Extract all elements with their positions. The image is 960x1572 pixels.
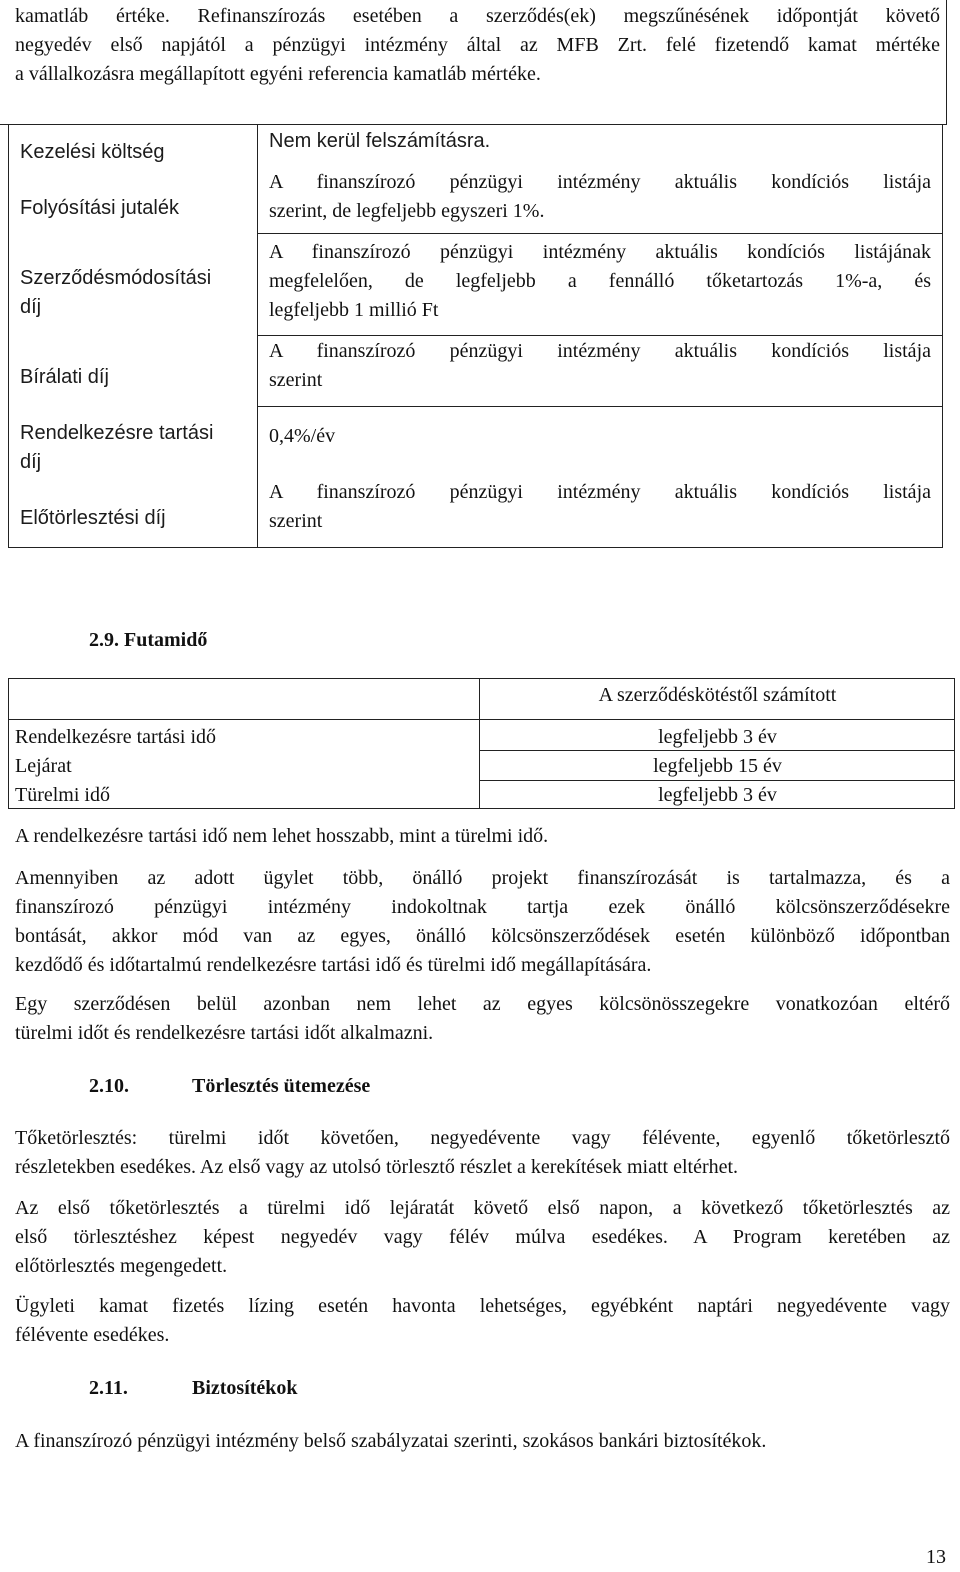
fee-value-kezelesi-koltseg: Nem kerül felszámításra. (269, 130, 491, 152)
paragraph-elso-toketorlesztes-line-2: első törlesztéshez képest negyedév vagy félév múlva esedékes. A Program keretében az (15, 1226, 950, 1248)
futamido-value-rendelkezesre-tartasi-ido: legfeljebb 3 év (658, 726, 777, 748)
section-heading-futamido: 2.9. Futamidő (89, 629, 208, 651)
fee-value-biralati-dij: A finanszírozó pénzügyi intézmény aktuális kondíciós listája (269, 340, 931, 362)
fee-value-biralati-dij-2: szerint (269, 369, 323, 391)
paragraph-kolcsonosszeg-line-2: türelmi időt és rendelkezésre tartási időt alkalmazni. (15, 1022, 434, 1044)
top-paragraph-line-1: kamatláb értéke. Refinanszírozás esetében a szerződés(ek) megszűnésének időpontját követő (15, 5, 940, 27)
section-number-2-11: 2.11. (89, 1377, 128, 1399)
page-number: 13 (926, 1546, 946, 1568)
fee-value-folyositasi-jutalek-2: szerint, de legfeljebb egyszeri 1%. (269, 200, 545, 222)
fee-label-elotorlesztesi-dij: Előtörlesztési díj (20, 507, 166, 529)
top-paragraph-line-2: negyedév első napjától a pénzügyi intézmény által az MFB Zrt. felé fizetendő kamat mértéke (15, 34, 940, 56)
section-heading-torlesztes-utemezese: Törlesztés ütemezése (192, 1075, 371, 1097)
fee-label-szerzodesmodositasi-dij: Szerződésmódosítási (20, 267, 212, 289)
futamido-table-header: A szerződéskötéstől számított (598, 684, 837, 706)
futamido-label-lejarat: Lejárat (15, 755, 72, 777)
paragraph-ugyleti-kamat-line-2: félévente esedékes. (15, 1324, 170, 1346)
paragraph-projekt-line-2: finanszírozó pénzügyi intézmény indokoltnak tartja ezek önálló kölcsönszerződésekre (15, 896, 950, 918)
paragraph-ugyleti-kamat-line-1: Ügyleti kamat fizetés lízing esetén havonta lehetséges, egyébként naptári negyedévente vagy (15, 1295, 950, 1317)
fee-label-folyositasi-jutalek: Folyósítási jutalék (20, 197, 179, 219)
fee-value-szerzodesmodositasi: A finanszírozó pénzügyi intézmény aktuális kondíciós listájának (269, 241, 931, 263)
fees-table-row-divider (257, 335, 943, 336)
fee-label-kezelesi-koltseg: Kezelési költség (20, 141, 165, 163)
paragraph-elso-toketorlesztes-line-1: Az első tőketörlesztés a türelmi idő lejáratát követő első napon, a következő tőketörlesztés az (15, 1197, 950, 1219)
futamido-value-lejarat: legfeljebb 15 év (653, 755, 782, 777)
futamido-table-header-divider (8, 719, 955, 720)
futamido-label-rendelkezesre-tartasi-ido: Rendelkezésre tartási idő (15, 726, 217, 748)
paragraph-projekt-line-3: bontását, akkor mód van az egyes, önálló kölcsönszerződések esetén különböző időpontban (15, 925, 950, 947)
fee-value-szerzodesmodositasi-3: legfeljebb 1 millió Ft (269, 299, 439, 321)
section-number-2-10: 2.10. (89, 1075, 129, 1097)
paragraph-projekt-line-1: Amennyiben az adott ügylet több, önálló projekt finanszírozását is tartalmazza, és a (15, 867, 950, 889)
paragraph-toketorlesztes-line-1: Tőketörlesztés: türelmi időt követően, negyedévente vagy félévente, egyenlő tőketörlesztő (15, 1127, 950, 1149)
paragraph-projekt-line-4: kezdődő és időtartalmú rendelkezésre tartási idő és türelmi idő megállapítására. (15, 954, 652, 976)
futamido-label-turelmi-ido: Türelmi idő (15, 784, 110, 806)
fee-label-biralati-dij: Bírálati díj (20, 366, 109, 388)
top-paragraph-line-3: a vállalkozásra megállapított egyéni referencia kamatláb mértéke. (15, 63, 541, 85)
fees-table-column-divider (257, 124, 258, 548)
fee-value-elotorlesztesi-dij: A finanszírozó pénzügyi intézmény aktuális kondíciós listája (269, 481, 931, 503)
fee-label-rendelkezesre-tartasi-dij-2: díj (20, 451, 42, 473)
paragraph-elso-toketorlesztes-line-3: előtörlesztés megengedett. (15, 1255, 228, 1277)
paragraph-toketorlesztes-line-2: részletekben esedékes. Az első vagy az utolsó törlesztő részlet a kerekítések miatt eltérhet. (15, 1156, 739, 1178)
paragraph-biztositekok: A finanszírozó pénzügyi intézmény belső szabályzatai szerinti, szokásos bankári biztosítékok. (15, 1430, 767, 1452)
fee-label-szerzodesmodositasi-dij-2: díj (20, 296, 42, 318)
section-heading-biztositekok: Biztosítékok (192, 1377, 298, 1399)
fee-value-elotorlesztesi-dij-2: szerint (269, 510, 323, 532)
futamido-value-turelmi-ido: legfeljebb 3 év (658, 784, 777, 806)
fee-label-rendelkezesre-tartasi-dij: Rendelkezésre tartási (20, 422, 214, 444)
fee-value-szerzodesmodositasi-2: megfelelően, de legfeljebb a fennálló tőketartozás 1%-a, és (269, 270, 931, 292)
fees-table-row-divider (257, 233, 943, 234)
futamido-note: A rendelkezésre tartási idő nem lehet hosszabb, mint a türelmi idő. (15, 825, 549, 847)
fee-value-rendelkezesre-tartasi-dij: 0,4%/év (269, 425, 336, 447)
fee-value-folyositasi-jutalek: A finanszírozó pénzügyi intézmény aktuális kondíciós listája (269, 171, 931, 193)
fees-table-row-divider (257, 406, 943, 407)
paragraph-kolcsonosszeg-line-1: Egy szerződésen belül azonban nem lehet az egyes kölcsönösszegekre vonatkozóan eltérő (15, 993, 950, 1015)
